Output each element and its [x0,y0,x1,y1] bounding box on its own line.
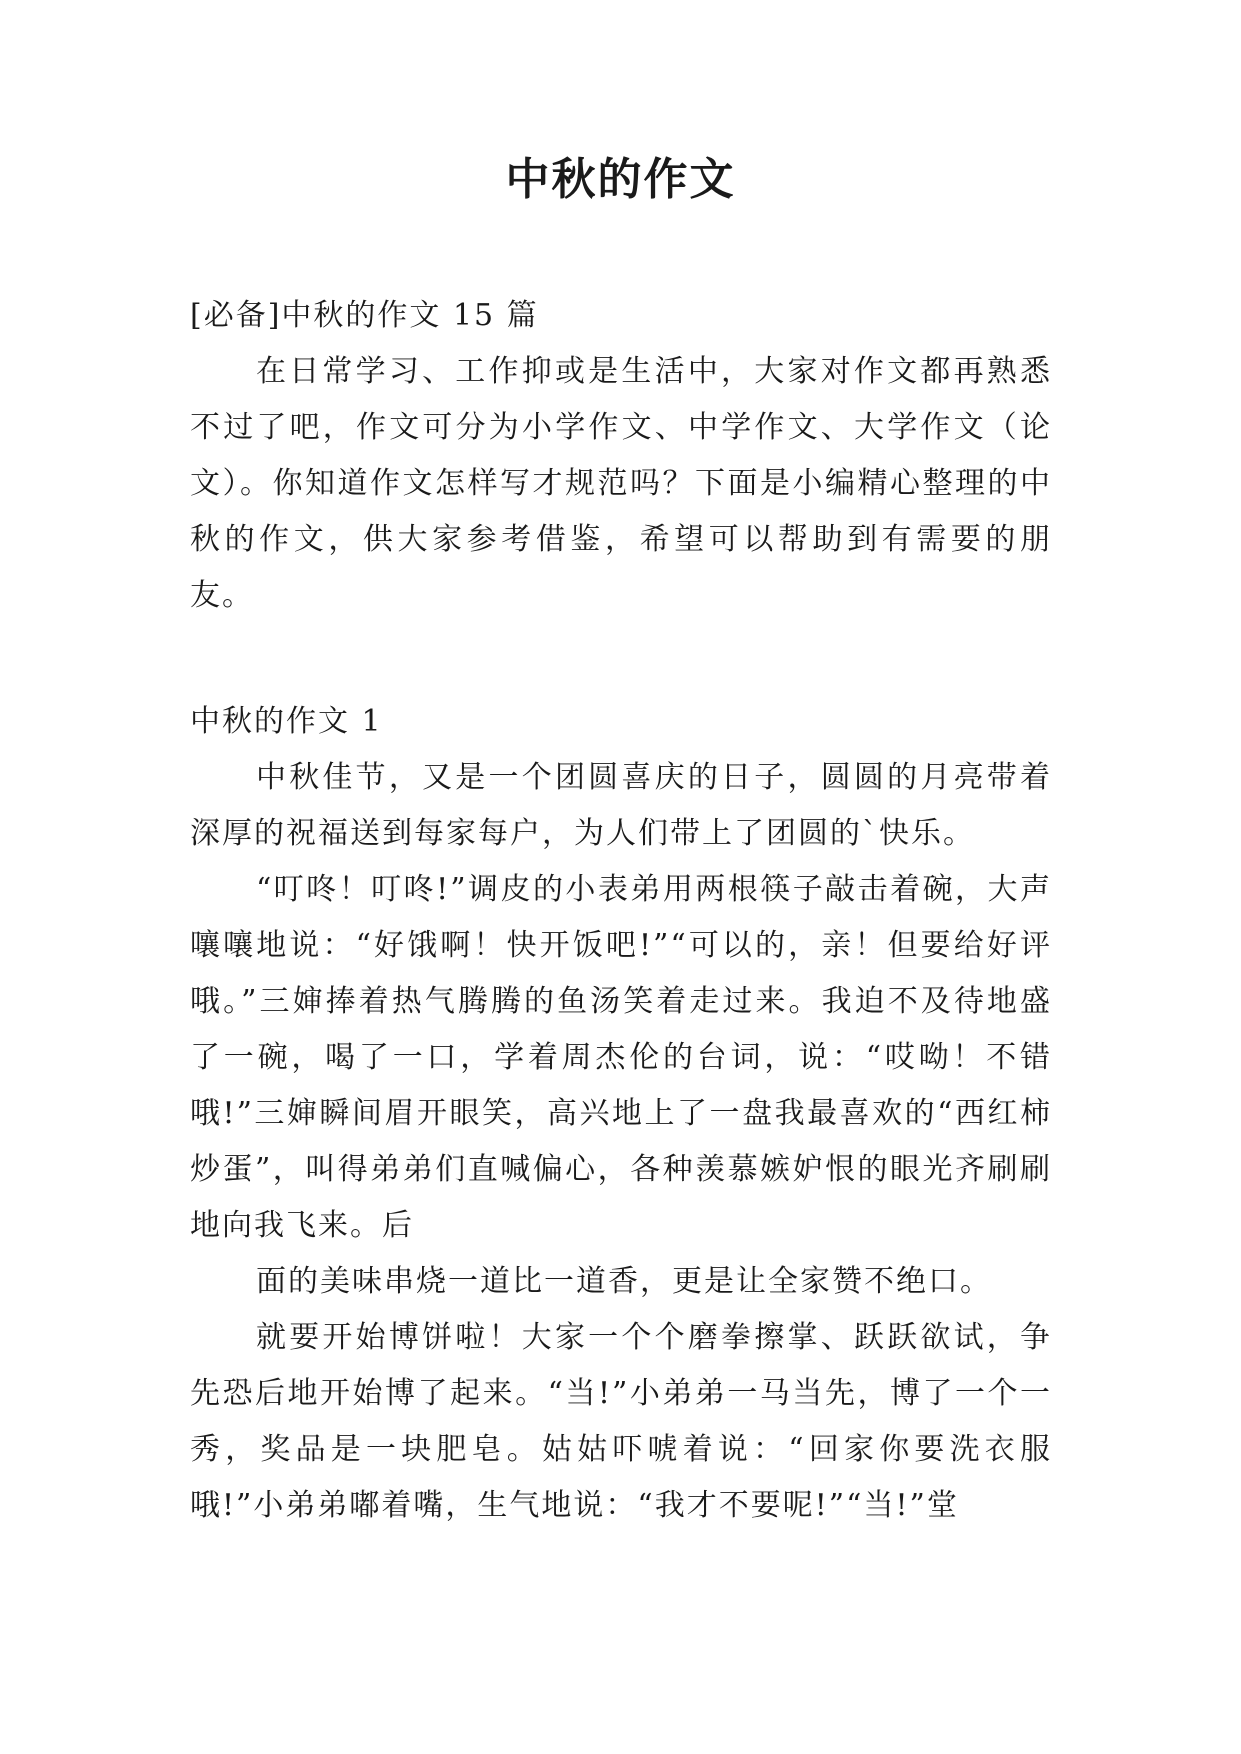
document-title: 中秋的作文 [505,154,736,205]
essay-paragraph: “叮咚！叮咚!”调皮的小表弟用两根筷子敲击着碗，大声嚷嚷地说：“好饿啊！快开饭吧!”“可以的，亲！但要给好评哦。”三婶捧着热气腾腾的鱼汤笑着走过来。我迫不及待地盛了一碗，喝了一口，学着周杰伦的台词，说：“哎呦！不错哦!”三婶瞬间眉开眼笑，高兴地上了一盘我最喜欢的“西红柿炒蛋”，叫得弟弟们直喊偏心，各种羡慕嫉妒恨的眼光齐刷刷地向我飞来。后 [190,872,1052,1243]
essay-paragraph: 中秋佳节，又是一个团圆喜庆的日子，圆圆的月亮带着深厚的祝福送到每家每户，为人们带上了团圆的`快乐。 [190,760,1052,851]
essay-paragraph: 面的美味串烧一道比一道香，更是让全家赞不绝口。 [256,1264,992,1299]
intro-paragraph: 在日常学习、工作抑或是生活中，大家对作文都再熟悉不过了吧，作文可分为小学作文、中学作文、大学作文（论文）。你知道作文怎样写才规范吗？下面是小编精心整理的中秋的作文，供大家参考借鉴，希望可以帮助到有需要的朋友。 [190,354,1052,613]
essay-body [190,750,1052,1534]
essay-paragraph: 就要开始博饼啦！大家一个个磨拳擦掌、跃跃欲试，争先恐后地开始博了起来。“当!”小弟弟一马当先，博了一个一秀，奖品是一块肥皂。姑姑吓唬着说：“回家你要洗衣服哦!”小弟弟嘟着嘴，生气地说：“我才不要呢!”“当!”堂 [190,1320,1052,1523]
essay-heading: 中秋的作文 1 [190,704,383,739]
collection-subtitle: [必备]中秋的作文 15 篇 [190,298,539,333]
